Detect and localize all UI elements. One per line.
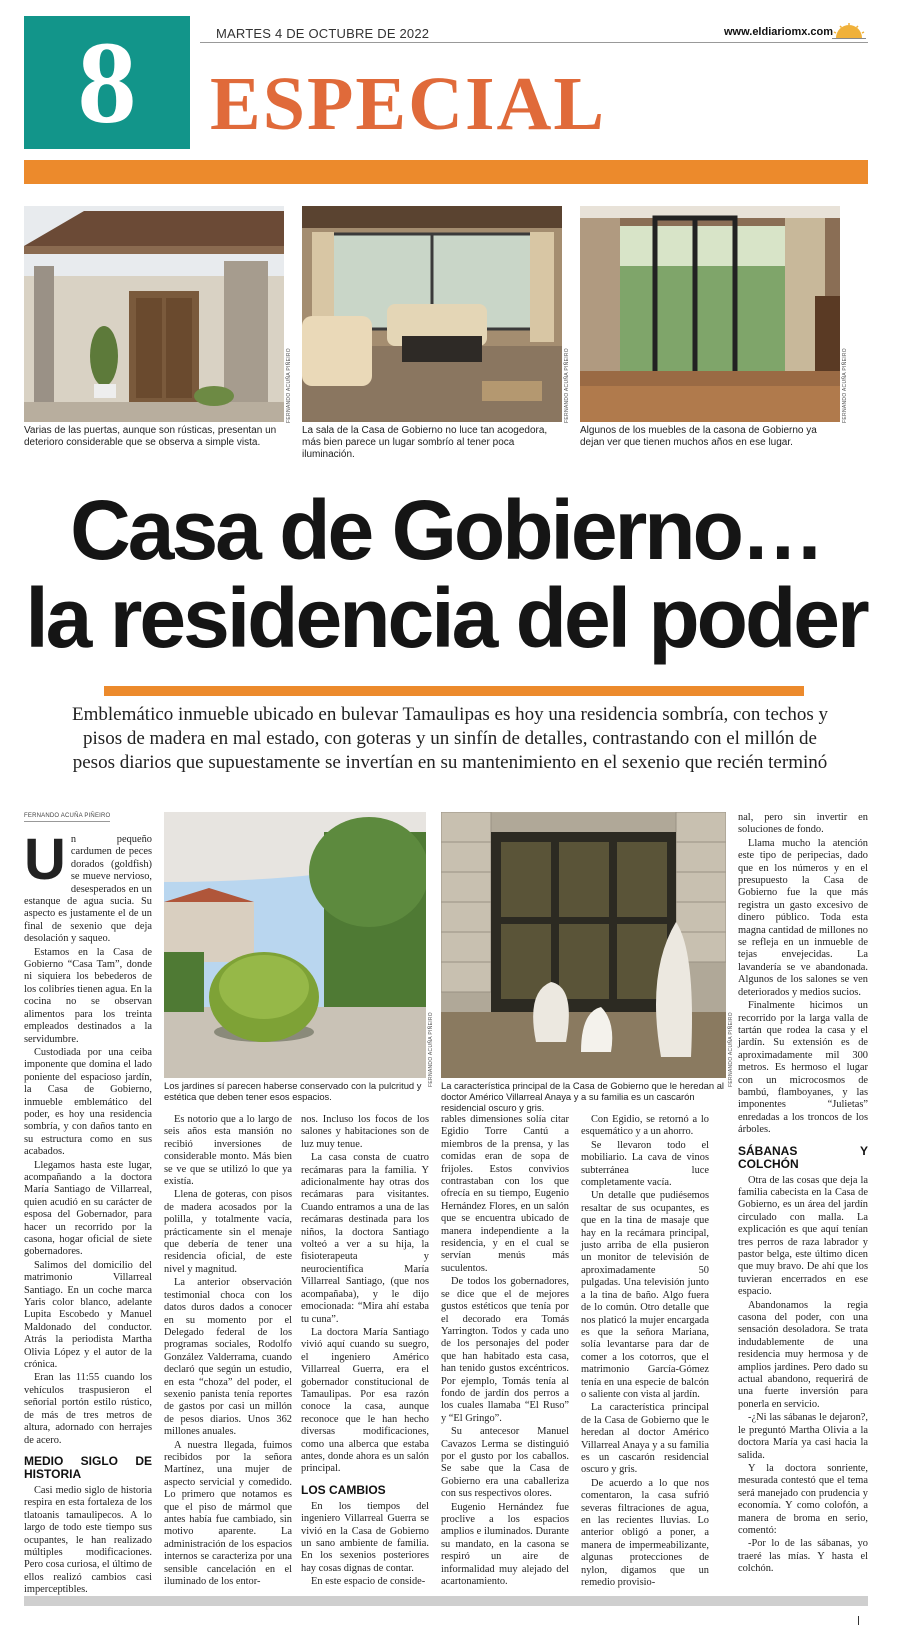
headline bbox=[24, 483, 868, 665]
headline-line-2: la residencia del poder bbox=[25, 571, 867, 665]
article-column-6: nal, pero sin invertir en soluciones de fondo. Llama mucho la atención este tipo de peripecias, dado que en los números y en el presupuesto la Casa de Gobierno fue la que más registra un gasto excesivo de dinero público. Toda esta magna cantidad de millones no se refleja en un inmueble de tejas envejecidas. La lavandería se ve abandonada. Algunos de los salones se ven deteriorados y medios sucios. Finalmente hicimos un recorrido por la larga valla de tartán que rodea la casa y el jardín. Su extensión es de aproximadamente mil 300 metros. Es hermoso el lugar con un microcosmos de bambú, flamboyanes, y las imponentes “Julietas” enredadas a los troncos de los árboles. SÁBANAS Y COLCHÓN Otra de las cosas que deja la familia cabecista en la Casa de Gobierno, es un área del jardín circulado con malla. La explicación es que aquí tenían tres perros de raza labrador y pastor belga, este último dicen que muy bravo. De ahí que los tuvieran encerrados en ese espacio. Abandonamos la regia casona del poder, con una sensación desoladora. Se trata indudablemente de una residencia muy hermosa y de amplios jardines. Pero dado su actual abandono, requerirá de una fuerte inversión para ponerla en servicio. -¿Ni las sábanas le dejaron?, le preguntó Martha Olivia a la doctora María ya casi hacia la salida. Y la doctora sonriente, mesurada contestó que el tema será manejado con prudencia y economía. Y como colofón, a manera de broma en serio, comentó: -Por lo de las sábanas, yo traeré las mías. Y hasta el colchón. bbox=[738, 812, 868, 1575]
footer-bar bbox=[24, 1596, 868, 1606]
photo-living-room bbox=[302, 206, 562, 422]
photo-caption: Varias de las puertas, aunque son rústicas, presentan un deterioro considerable que se observa a simple vista. bbox=[24, 425, 277, 448]
header-rule bbox=[200, 42, 868, 43]
article-column-3: nos. Incluso los focos de los salones y habitaciones son de luz muy tenue. La casa consta de cuatro recámaras para la familia. Y adicionalmente hay otras dos recámaras para visitantes. Cuando entramos a una de las recámaras destinada para los niños, la doctora Santiago volteó a ver a su hija, la fisioterapeuta y neurocientífica María Villarreal Santiago, (que nos acompañaba), y le dijo emocionada: “Mira ahí estaba tu cuna”. La doctora María Santiago vivió aquí cuando su suegro, el ingeniero Américo Villarreal Guerra, era el gobernador constitucional de Tamaulipas. Por esa razón conoce la casa, aunque reconoce que le han hecho diversas modificaciones, como una alberca que estaba antes, donde ahora es un salón principal. LOS CAMBIOS En los tiempos del ingeniero Villarreal Guerra se vivió en la Casa de Gobierno un sano ambiente de familia. En los sexenios posteriores hay cosas dignas de contar. En este espacio de conside- bbox=[301, 1114, 429, 1588]
photo-caption: La sala de la Casa de Gobierno no luce tan acogedora, más bien parece un lugar sombrío al tener poca iluminación. bbox=[302, 425, 548, 460]
deck: Emblemático inmueble ubicado en bulevar Tamaulipas es hoy una residencia sombría, con techos y pisos de madera en mal estado, con goteras y un sinfín de detalles, contrastando con el millón de pesos diarios que supuestamente se invertían en su mantenimiento en el sexenio que recién terminó bbox=[72, 704, 828, 773]
article-column-5: Con Egidio, se retornó a lo esquemático y a un ahorro. Se llevaron todo el mobiliario. La cava de vinos subterránea luce completamente vacía. Un detalle que pudiésemos resaltar de sus ocupantes, es que en la tina de masaje que hay en la recámara principal, justo arriba de ella pusieron un monitor de televisión de aproximadamente 50 pulgadas. Una televisión junto a la tina de baño. Algo fuera de lo común. Otro detalle que nos platicó la mujer encargada es que la señora Mariana, solía levantarse para dar de comer a los cotorros, que el matrimonio García-Gómez tenía en una especie de balcón o saliente con vista al jardín. La característica principal de la Casa de Gobierno que le heredan al doctor Américo Villarreal Anaya y a su familia es un cascarón residencial oscuro y gris. De acuerdo a lo que nos comentaron, la casa sufrió severas filtraciones de agua, en las recientes lluvias. Lo anterior obligó a poner, a manera de impermeabilizante, algunas protecciones de nylon, digamos que un remedio provisio- bbox=[581, 1114, 709, 1589]
footer-tick bbox=[858, 1616, 859, 1625]
drop-cap: U bbox=[24, 827, 66, 892]
headline-line-1: Casa de Gobierno… bbox=[70, 483, 822, 577]
headline-rule bbox=[104, 686, 804, 696]
photo-caption: La característica principal de la Casa de Gobierno que le heredan al doctor Américo Villarreal Anaya y a su familia es un cascarón residencial oscuro y gris. bbox=[441, 1080, 724, 1113]
photo-credit: FERNANDO ACUÑA PIÑEIRO bbox=[564, 348, 570, 423]
photo-furniture bbox=[580, 206, 840, 422]
section-title: ESPECIAL bbox=[210, 62, 607, 146]
photo-credit: FERNANDO ACUÑA PIÑEIRO bbox=[728, 1012, 734, 1087]
photo-credit: FERNANDO ACUÑA PIÑEIRO bbox=[842, 348, 848, 423]
byline: FERNANDO ACUÑA PIÑEIRO bbox=[24, 813, 110, 822]
photo-doors bbox=[24, 206, 284, 422]
website-link[interactable]: www.eldiariomx.com bbox=[724, 26, 834, 38]
article-column-1: Un pequeño cardumen de peces dorados (goldfish) se mueve nervioso, desesperados en un estanque de agua sucia. Su aspecto es justamente el de un final de sexenio que deja desolación y saqueo. Estamos en la Casa de Gobierno “Casa Tam”, donde ni siquiera los bebederos de los colibríes tienen agua. En la cocina no se observan alimentos para los treinta empleados destinados a la servidumbre. Custodiada por una ceiba imponente que domina el lado poniente del espacioso jardín, la Casa de Gobierno, inmueble emblemático del poder, es hoy una residencia sombría, y con daños tanto en su estructura como en sus acabados. Llegamos hasta este lugar, acompañando a la doctora María Santiago de Villarreal, quien acudió en su carácter de esposa del Gobernador, para hacer un recorrido por la casona, hogar oficial de siete gobernadores. Salimos del domicilio del matrimonio Villarreal Santiago. En un coche marca Yaris color blanco, adelante Lupita Escobedo y Manuel Maldonado del conductor. Atrás la periodista Martha Olivia López y el autor de la crónica. Eran las 11:55 cuando los vehículos traspusieron el señorial portón estilo rústico, de más de tres metros de altura, adornado con herrajes de acero. MEDIO SIGLO DE HISTORIA Casi medio siglo de historia respira en esta fortaleza de los tlatoanis tamaulipecos. A lo largo de todo este tiempo sus ocupantes, le han realizado múltiples modificaciones. Pero cosa curiosa, el último de ellos realizó cambios casi imperceptibles. bbox=[24, 827, 152, 1596]
accent-bar bbox=[24, 160, 868, 184]
photo-caption: Los jardines sí parecen haberse conservado con la pulcritud y estética que deben tener esos espacios. bbox=[164, 1080, 422, 1102]
photo-interior-sculptures bbox=[441, 812, 726, 1078]
photo-garden bbox=[164, 812, 426, 1078]
photo-credit: FERNANDO ACUÑA PIÑEIRO bbox=[286, 348, 292, 423]
page-number-badge: 8 bbox=[24, 16, 190, 149]
photo-caption: Algunos de los muebles de la casona de Gobierno ya dejan ver que tienen muchos años en ese lugar. bbox=[580, 425, 817, 448]
subheading: MEDIO SIGLO DE HISTORIA bbox=[24, 1453, 152, 1481]
issue-date: MARTES 4 DE OCTUBRE DE 2022 bbox=[216, 26, 430, 41]
article-column-2: Es notorio que a lo largo de seis años esta mansión no recibió inversiones de considerable monto. Más bien se ve que se utilizó lo que ya existía. Llena de goteras, con pisos de madera acosados por la polilla, y totalmente vacía, prácticamente sin el menaje que debería de tener una residencia oficial, de este nivel y magnitud. La anterior observación testimonial choca con los datos duros dados a conocer en su momento por el Delegado federal de los programas sociales, Rodolfo González Valderrama, cuando declaró que según un estudio, en esta “choza” del poder, el sexenio panista tenía reportes de gastos por casi un millón de pesos diarios. Unos 362 millones anuales. A nuestra llegada, fuimos recibidos por la señora Martínez, una mujer de aspecto servicial y comedido. Lo primero que notamos es que el piso de mármol que antes había fue cambiado, sin motivo aparente. La administración de los espacios internos se caracteriza por una sensible cancelación en el iluminado de los entor- bbox=[164, 1114, 292, 1588]
subheading: LOS CAMBIOS bbox=[301, 1482, 386, 1497]
article-column-4: rables dimensiones solía citar Egidio Torre Cantú a miembros de la prensa, y las comidas eran de sopa de frijoles. Estos convivios contrastaban con los que ofrecía en su tiempo, Eugenio Hernández Flores, en un salón que se encuentra ubicado de manera independiente a la residencia, y en el cual se servían menús más suculentos. De todos los gobernadores, se dice que el de mejores gustos estéticos que tenía por el decorado era Tomás Yarrington. Todos y cada uno de los personajes del poder que han habitado esta casa, han tenido gustos excéntricos. Por ejemplo, Tomás tenía al fondo de jardín dos perros a los cuales llamaba “El Ruso” y “El Gringo”. Su antecesor Manuel Cavazos Lerma se distinguió por el gusto por los caballos. Se sabe que la Casa de Gobierno era una caballeriza con sus respectivos olores. Eugenio Hernández fue proclive a los espacios amplios e iluminados. Durante su mandato, en la casona se respiró un aire de informalidad muy alejado del acartonamiento. bbox=[441, 1114, 569, 1588]
subheading: SÁBANAS Y COLCHÓN bbox=[738, 1143, 868, 1171]
sun-logo-icon bbox=[832, 22, 866, 40]
photo-credit: FERNANDO ACUÑA PIÑEIRO bbox=[428, 1012, 434, 1087]
